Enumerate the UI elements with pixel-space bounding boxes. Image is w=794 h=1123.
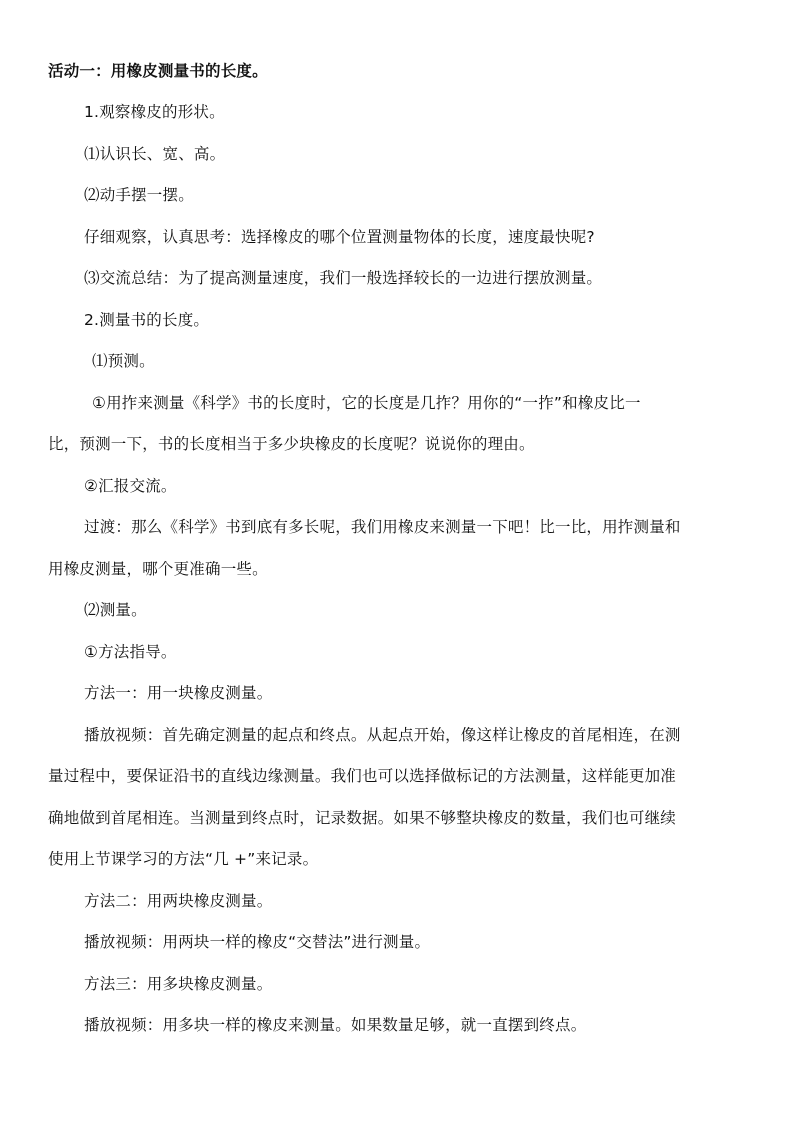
paragraph-line: 过渡：那么《科学》书到底有多长呢，我们用橡皮来测量一下吧！比一比，用拃测量和	[84, 518, 681, 536]
activity-heading: 活动一：用橡皮测量书的长度。	[48, 62, 268, 80]
paragraph-line: ⑴预测。	[92, 352, 155, 370]
paragraph-line: ⑴认识长、宽、高。	[84, 145, 226, 163]
paragraph-line: 比，预测一下，书的长度相当于多少块橡皮的长度呢？说说你的理由。	[48, 435, 535, 453]
paragraph-line: 用橡皮测量，哪个更准确一些。	[48, 560, 268, 578]
paragraph-line: 仔细观察，认真思考：选择橡皮的哪个位置测量物体的长度，速度最快呢?	[84, 228, 595, 246]
paragraph-line: 使用上节课学习的方法“几 +”来记录。	[48, 850, 319, 868]
paragraph-line: ①用拃来测量《科学》书的长度时，它的长度是几拃？用你的“一拃”和橡皮比一	[92, 394, 641, 412]
paragraph-line: 播放视频：首先确定测量的起点和终点。从起点开始，像这样让橡皮的首尾相连，在测	[84, 726, 681, 744]
paragraph-line: ①方法指导。	[84, 643, 177, 661]
paragraph-line: 确地做到首尾相连。当测量到终点时，记录数据。如果不够整块橡皮的数量，我们也可继续	[48, 809, 677, 827]
paragraph-line: 方法一：用一块橡皮测量。	[84, 684, 273, 702]
section-1-heading: 1.观察橡皮的形状。	[84, 103, 225, 121]
paragraph-line: ⑵动手摆一摆。	[84, 186, 194, 204]
paragraph-line: 播放视频：用两块一样的橡皮“交替法”进行测量。	[84, 933, 431, 951]
section-2-heading: 2.测量书的长度。	[84, 311, 210, 329]
paragraph-line: ⑶交流总结：为了提高测量速度，我们一般选择较长的一边进行摆放测量。	[84, 269, 603, 287]
paragraph-line: 方法三：用多块橡皮测量。	[84, 975, 273, 993]
paragraph-line: 播放视频：用多块一样的橡皮来测量。如果数量足够，就一直摆到终点。	[84, 1016, 587, 1034]
paragraph-line: 量过程中，要保证沿书的直线边缘测量。我们也可以选择做标记的方法测量，这样能更加准	[48, 767, 677, 785]
paragraph-line: ⑵测量。	[84, 601, 147, 619]
paragraph-line: 方法二：用两块橡皮测量。	[84, 892, 273, 910]
paragraph-line: ②汇报交流。	[84, 477, 177, 495]
